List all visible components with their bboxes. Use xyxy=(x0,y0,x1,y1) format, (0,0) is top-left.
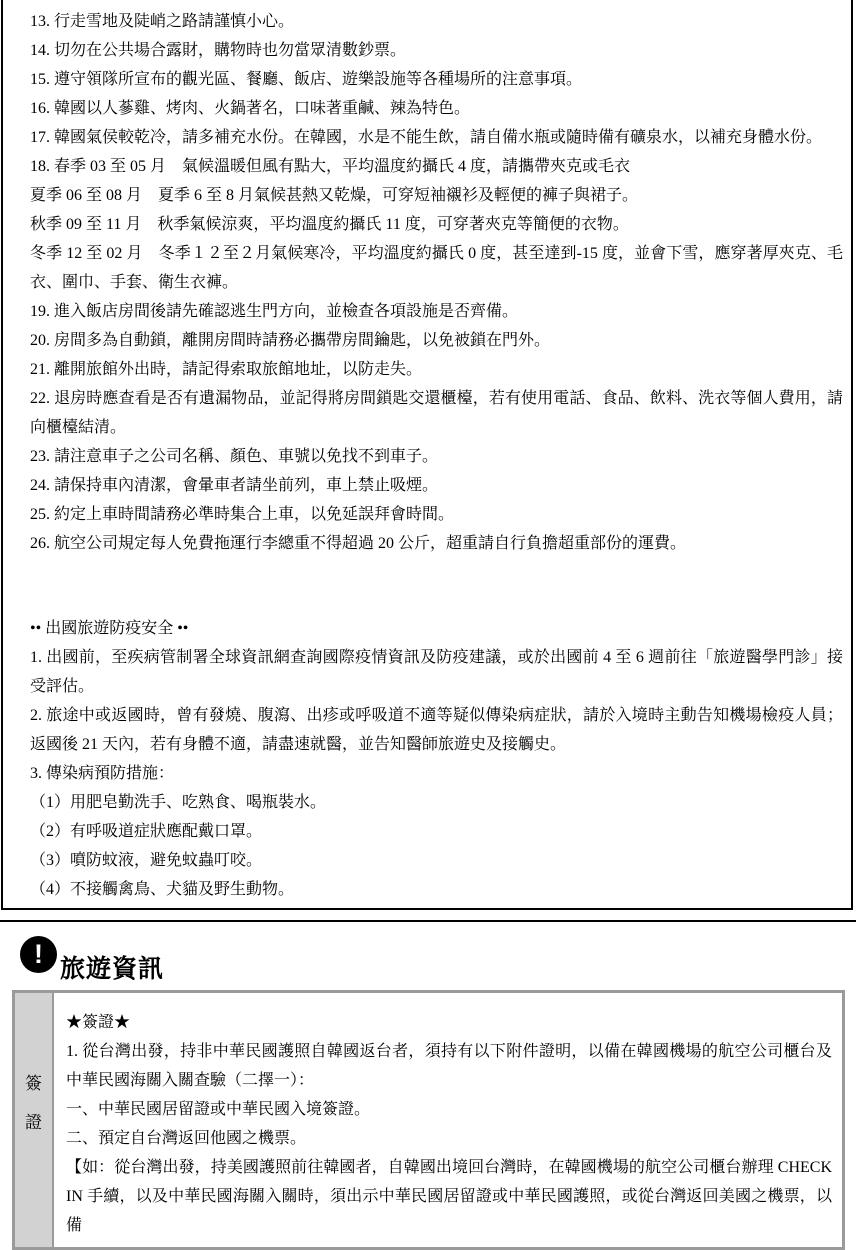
epidemic-line: （2）有呼吸道症狀應配戴口罩。 xyxy=(30,823,263,840)
visa-row-header-char-1: 簽 xyxy=(25,1074,42,1093)
notice-line: 22. 退房時應查看是否有遺漏物品，並記得將房間鎖匙交還櫃檯，若有使用電話、食品、飲料、洗衣等個人費用，請向櫃檯結清。 xyxy=(30,390,843,436)
info-section-title: 旅遊資訊 xyxy=(60,956,165,983)
notice-line: 23. 請注意車子之公司名稱、顏色、車號以免找不到車子。 xyxy=(30,448,439,465)
epidemic-line: （4）不接觸禽鳥、犬貓及野生動物。 xyxy=(30,881,295,898)
notice-line: 秋季 09 至 11 月 秋季氣候涼爽，平均溫度約攝氏 11 度，可穿著夾克等簡便的衣物。 xyxy=(30,216,629,233)
notice-line: 18. 春季 03 至 05 月 氣候溫暖但風有點大，平均溫度約攝氏 4 度，請攜帶夾克或毛衣 xyxy=(30,158,631,175)
visa-row-header-char-2: 證 xyxy=(25,1113,42,1132)
notice-line: 15. 遵守領隊所宣布的觀光區、餐廳、飯店、遊樂設施等各種場所的注意事項。 xyxy=(30,71,583,88)
notice-line: 24. 請保持車內清潔，會暈車者請坐前列，車上禁止吸煙。 xyxy=(30,477,439,494)
notice-line: 冬季 12 至 02 月 冬季１２至２月氣候寒冷，平均溫度約攝氏 0 度，甚至達到-15 度，並會下雪，應穿著厚夾克、毛衣、圍巾、手套、衛生衣褲。 xyxy=(30,245,843,291)
notice-line: 13. 行走雪地及陡峭之路請謹慎小心。 xyxy=(30,13,295,30)
epidemic-list xyxy=(30,643,843,910)
notice-line: 16. 韓國以人蔘雞、烤肉、火鍋著名，口味著重鹹、辣為特色。 xyxy=(30,100,471,117)
epidemic-line: （1）用肥皂勤洗手、吃熟食、喝瓶裝水。 xyxy=(30,794,327,811)
notice-line: 26. 航空公司規定每人免費拖運行李總重不得超過 20 公斤，超重請自行負擔超重部份的運費。 xyxy=(30,535,687,552)
visa-line: 一、中華民國居留證或中華民國入境簽證。 xyxy=(66,1101,371,1118)
info-section-header xyxy=(20,936,164,985)
notice-list xyxy=(30,7,843,558)
visa-info-table xyxy=(12,990,845,1250)
section-gap xyxy=(30,558,843,614)
notice-line: 25. 約定上車時間請務必準時集合上車，以免延誤拜會時間。 xyxy=(30,506,455,523)
epidemic-line: 2. 旅途中或返國時，曾有發燒、腹瀉、出疹或呼吸道不適等疑似傳染病症狀，請於入境時主動告知機場檢疫人員；返國後 21 天內，若有身體不適，請盡速就醫，並告知醫師旅遊史及接觸史。 xyxy=(30,707,843,753)
visa-content-cell xyxy=(54,993,842,1247)
epidemic-line: （3）噴防蚊液，避免蚊蟲叮咬。 xyxy=(30,852,263,869)
epidemic-section-title: •• 出國旅遊防疫安全 •• xyxy=(30,620,189,637)
visa-line: 二、預定自台灣返回他國之機票。 xyxy=(66,1130,307,1147)
notice-line: 20. 房間多為自動鎖，離開房間時請務必攜帶房間鑰匙，以免被鎖在門外。 xyxy=(30,332,551,349)
epidemic-line: 1. 出國前，至疾病管制署全球資訊網查詢國際疫情資訊及防疫建議，或於出國前 4 至 6 週前往「旅遊醫學門診」接受評估。 xyxy=(30,649,843,695)
visa-line: ★簽證★ xyxy=(66,1014,131,1031)
epidemic-line: 3. 傳染病預防措施： xyxy=(30,765,175,782)
notice-box xyxy=(1,0,853,910)
visa-row-header-cell xyxy=(15,993,54,1247)
horizontal-divider xyxy=(0,920,856,922)
notice-line: 14. 切勿在公共場合露財，購物時也勿當眾清數鈔票。 xyxy=(30,42,407,59)
notice-line: 21. 離開旅館外出時，請記得索取旅館地址，以防走失。 xyxy=(30,361,423,378)
epidemic-line xyxy=(30,904,843,910)
exclamation-circle-icon xyxy=(20,936,57,973)
exclamation-glyph: ! xyxy=(34,939,43,969)
notice-line: 19. 進入飯店房間後請先確認逃生門方向，並檢查各項設施是否齊備。 xyxy=(30,303,519,320)
notice-line: 夏季 06 至 08 月 夏季 6 至 8 月氣候甚熱又乾燥，可穿短袖襯衫及輕便的褲子與裙子。 xyxy=(30,187,639,204)
visa-line: 1. 從台灣出發，持非中華民國護照自韓國返台者，須持有以下附件證明，以備在韓國機場的航空公司櫃台及中華民國海關入關查驗（二擇一）： xyxy=(66,1043,832,1089)
visa-line: 【如：從台灣出發，持美國護照前往韓國者，自韓國出境回台灣時，在韓國機場的航空公司櫃台辦理 CHECK IN 手續，以及中華民國海關入關時，須出示中華民國居留證或中華民國護照，或從台灣返回美國之機票，以備 xyxy=(66,1159,832,1234)
notice-line: 17. 韓國氣侯較乾冷，請多補充水份。在韓國，水是不能生飲，請自備水瓶或隨時備有礦泉水，以補充身體水份。 xyxy=(30,129,823,146)
